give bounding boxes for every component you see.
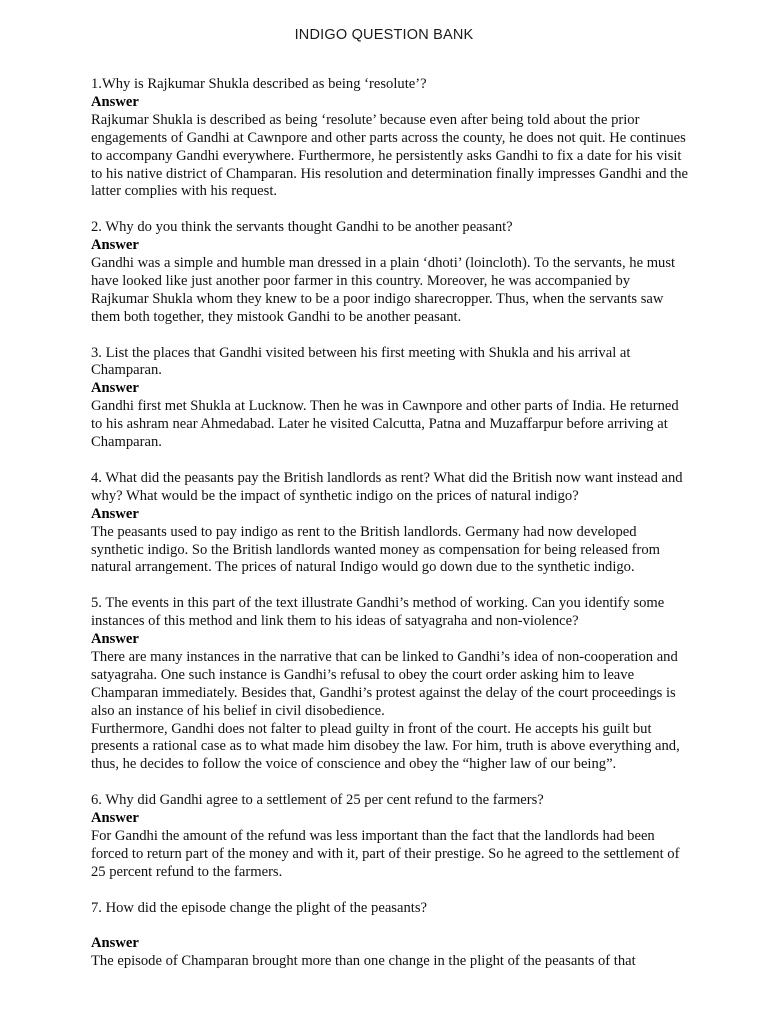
blank-line <box>91 918 691 936</box>
question-text: 3. List the places that Gandhi visited between his first meeting with Shukla and his arrival at Champaran. <box>91 344 631 379</box>
answer-label: Answer <box>91 631 139 648</box>
question-text: 6. Why did Gandhi agree to a settlement of 25 per cent refund to the farmers? <box>91 792 544 809</box>
question-list <box>91 76 691 989</box>
answer-text: Gandhi first met Shukla at Lucknow. Then he was in Cawnpore and other parts of India. He returned to his ashram near Ahmedabad. Later he visited Calcutta, Patna and Muzaffarpur before arriving at Champaran. <box>91 398 679 451</box>
answer-text: There are many instances in the narrative that can be linked to Gandhi’s idea of non-cooperation and satyagraha. One such instance is Gandhi’s refusal to obey the court order asking him to leave Champaran immediately. Besides that, Gandhi’s protest against the delay of the court proceedings is also an instance of his belief in civil disobedience. <box>91 648 678 719</box>
qa-item-5 <box>91 595 691 774</box>
question-text: 2. Why do you think the servants thought Gandhi to be another peasant? <box>91 219 513 236</box>
answer-text: The peasants used to pay indigo as rent to the British landlords. Germany had now developed synthetic indigo. So the British landlords wanted money as compensation for being released from natural arrangement. The prices of natural Indigo would go down due to the synthetic indigo. <box>91 523 661 576</box>
question-text: 4. What did the peasants pay the British landlords as rent? What did the British now want instead and why? What would be the impact of synthetic indigo on the prices of natural indigo? <box>91 469 683 504</box>
qa-item-1 <box>91 76 691 201</box>
page-title: INDIGO QUESTION BANK <box>294 27 474 43</box>
answer-label: Answer <box>91 935 139 952</box>
answer-text-continued: Furthermore, Gandhi does not falter to plead guilty in front of the court. He accepts his guilt but presents a rational case as to what made him disobey the law. For him, truth is above everything and, thus, he decides to follow the voice of conscience and obey the “higher law of our being”. <box>91 720 680 773</box>
answer-text: Rajkumar Shukla is described as being ‘resolute’ because even after being told about the prior engagements of Gandhi at Cawnpore and other parts across the county, he does not quit. He continues to accompany Gandhi everywhere. Furthermore, he persistently asks Gandhi to fix a date for his visit to his native district of Champaran. His resolution and determination finally impresses Gandhi and the latter complies with his request. <box>91 111 688 200</box>
qa-item-7 <box>91 900 691 972</box>
qa-item-2 <box>91 219 691 326</box>
qa-item-4 <box>91 470 691 577</box>
answer-text: The episode of Champaran brought more than one change in the plight of the peasants of that <box>91 953 636 970</box>
answer-label: Answer <box>91 810 139 827</box>
answer-text: For Gandhi the amount of the refund was less important than the fact that the landlords had been forced to return part of the money and with it, part of their prestige. So he agreed to the settlement of 25 percent refund to the farmers. <box>91 827 680 880</box>
question-text: 5. The events in this part of the text illustrate Gandhi’s method of working. Can you identify some instances of this method and link them to his ideas of satyagraha and non-violence? <box>91 595 665 630</box>
answer-label: Answer <box>91 93 139 110</box>
answer-text: Gandhi was a simple and humble man dressed in a plain ‘dhoti’ (loincloth). To the servants, he must have looked like just another poor farmer in this country. Moreover, he was accompanied by Rajkumar Shukla whom they knew to be a poor indigo sharecropper. Thus, when the servants saw them both together, they mistook Gandhi to be another peasant. <box>91 255 676 325</box>
answer-label: Answer <box>91 237 139 254</box>
qa-item-3 <box>91 345 691 452</box>
qa-item-6 <box>91 792 691 882</box>
answer-label: Answer <box>91 505 139 522</box>
answer-label: Answer <box>91 380 139 397</box>
question-text: 1.Why is Rajkumar Shukla described as being ‘resolute’? <box>91 76 427 92</box>
question-text: 7. How did the episode change the plight of the peasants? <box>91 899 427 916</box>
